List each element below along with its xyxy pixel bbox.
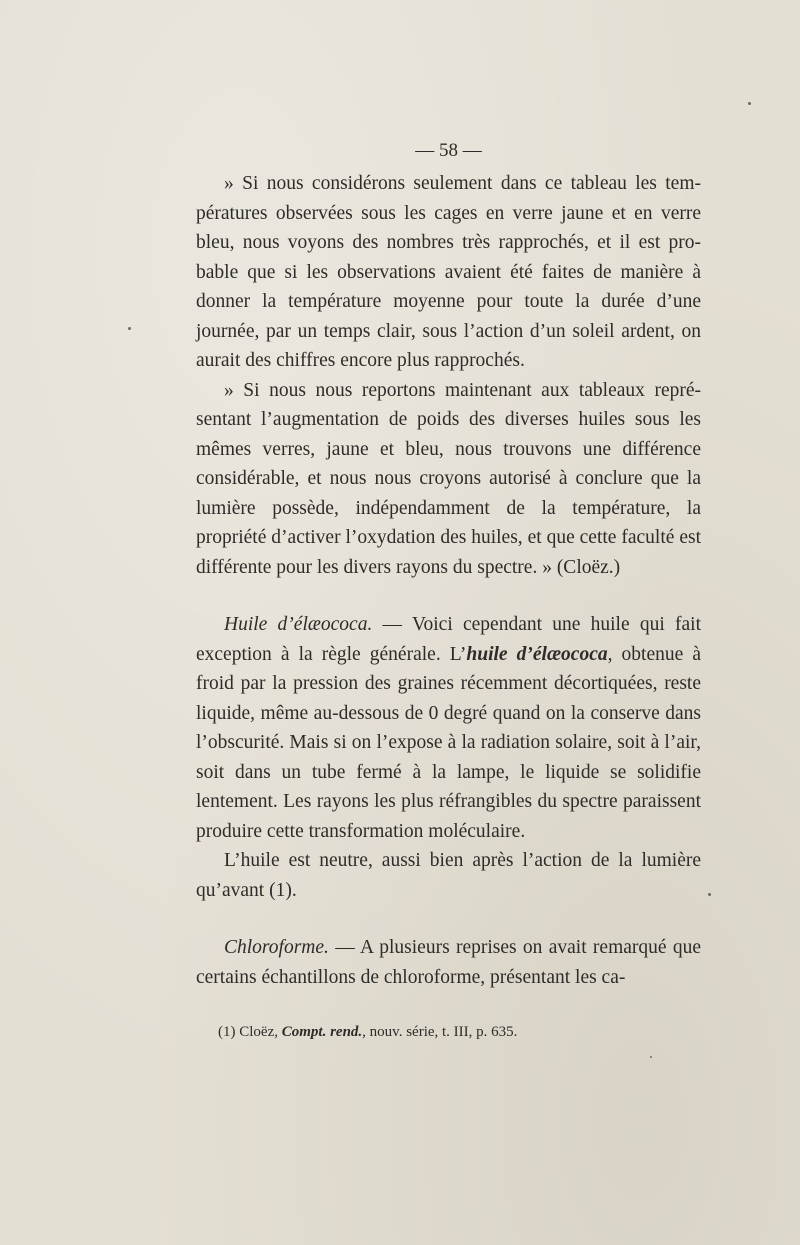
chloroforme-text: — A plusieurs reprises on avait remarqué que certains échantillons de chloroforme, présentant les ca- <box>196 937 701 988</box>
footnote-reference: , nouv. série, t. III, p. 635. <box>362 1024 518 1040</box>
footnote-journal-title: Compt. rend. <box>281 1024 363 1040</box>
paper-speck <box>128 327 131 330</box>
elaeococca-text-part-2: , obtenue à froid par la pression des graines récemment décortiquées, reste liquide, même au-dessous de 0 degré quand on la conserve dans l’obscurité. Mais si on l’expose à la radiation solaire, soit à l’air, soit dans un tube fermé à la lampe, le liquide se solidifie lentement. Les rayons les plus réfrangibles du spectre paraissent produire cette transformation moléculaire. <box>196 643 702 842</box>
section-heading-chloroforme: Chloroforme. <box>224 937 329 958</box>
section-elaeococca <box>196 610 701 846</box>
paper-speck <box>650 1056 652 1058</box>
elaeococca-article: L’ <box>449 643 467 665</box>
page-number: — 58 — <box>415 140 482 161</box>
paragraph-temperatures: » Si nous considérons seulement dans ce tableau les températures observées sous les cages en verre jaune et en verre bleu, nous voyons des nombres très rapprochés, et il est probable que si les observations avaient été faites de manière à donner la température moyenne pour toute la durée d’une journée, par un temps clair, sous l’action d’un soleil ardent, on aurait des chiffres encore plus rapprochés. <box>196 173 701 371</box>
text-column <box>196 137 701 1042</box>
section-heading-elaeococca: Huile d’élæococa. <box>224 614 373 635</box>
elaeococca-term: huile d’élæococa <box>466 643 608 665</box>
elaeococca-text-part-1: — Voici cependant une huile qui fait exception à la règle générale. <box>196 614 701 665</box>
paragraph-neutral-oil: L’huile est neutre, aussi bien après l’action de la lumière qu’avant (1). <box>196 850 701 901</box>
section-chloroforme <box>196 933 701 992</box>
paragraph-conclusion: » Si nous nous reportons maintenant aux tableaux représentant l’augmentation de poids des diverses huiles sous les mêmes verres, jaune et bleu, nous trouvons une différence considérable, et nous nous croyons autorisé à conclure que la lumière possède, indépendamment de la température, la propriété d’activer l’oxydation des huiles, et que cette faculté est différente pour les divers rayons du spectre. » (Cloëz.) <box>196 379 701 578</box>
paper-speck <box>748 102 751 105</box>
footnote-marker: (1) Cloëz, <box>218 1024 282 1040</box>
footnote <box>196 1022 701 1042</box>
paper-speck <box>708 893 711 896</box>
